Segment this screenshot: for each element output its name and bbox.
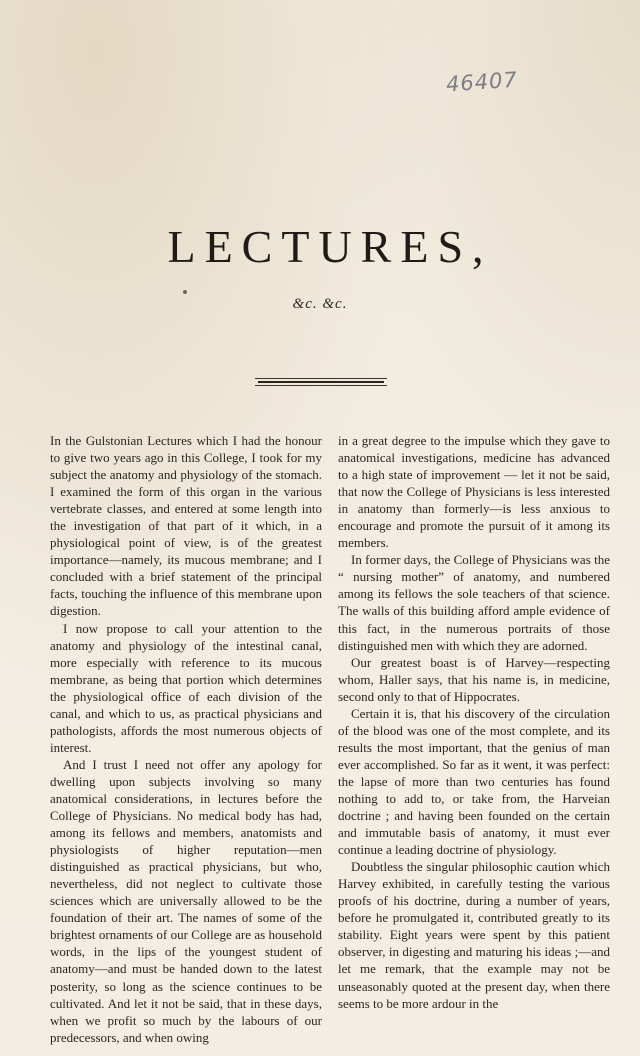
paragraph: Doubtless the singular philosophic caution which Harvey exhibited, in carefully testing the various proofs of his doctrine, during a number of years, before he promulgated it, contributed greatly to its stability. Eight years were spent by this patient observer, in digesting and maturing his ideas ;—and let me remark, that the example may not be unseasonably quoted at the present day, when there seems to be more ardour in the: [338, 859, 610, 1011]
paragraph: Our greatest boast is of Harvey—respecting whom, Haller says, that his name is, in medicine, second only to that of Hippocrates.: [338, 654, 610, 704]
paragraph: In the Gulstonian Lectures which I had the honour to give two years ago in this College, I took for my subject the anatomy and physiology of the stomach. I examined the form of this organ in the various vertebrate classes, and entered at some length into the investigation of that part of it which, in a physiological point of view, is of the greatest importance—namely, its mucous membrane; and I concluded with a brief statement of the principal facts, touching the influence of this membrane upon digestion.: [50, 433, 322, 619]
paragraph: in a great degree to the impulse which they gave to anatomical investigations, medicine has advanced to a high state of improvement — let it not be said, that now the College of Physicians is less interested in anatomy than formerly—is less anxious to encourage and promote the pursuit of it among its members.: [338, 433, 610, 551]
ink-speck: [183, 290, 187, 294]
page-subtitle: &c. &c.: [292, 296, 348, 312]
divider-rule-middle: [258, 381, 384, 383]
paragraph: And I trust I need not offer any apology for dwelling upon subjects involving so many anatomical considerations, in lectures before the College of Physicians. No medical body has had, among its fellows and members, anatomists and physiologists of higher reputation—men distinguished as practical physicians, but who, nevertheless, did not neglect to cultivate those sciences which are universally allowed to be the foundation of their art. The names of some of the brightest ornaments of our College are as household words, in the lips of the youngest student of anatomy—and must be handed down to the latest posterity, so long as the science continues to be cultivated. And let it not be said, that in these days, when we profit so much by the labours of our predecessors, and when owing: [50, 756, 322, 1045]
page-title: LECTURES,: [167, 221, 493, 272]
paragraph: Certain it is, that his discovery of the circulation of the blood was one of the most complete, and its results the most important, that the genius of man ever accomplished. So far as it went, it was perfect: the lapse of more than two centuries has found nothing to add to, or take from, the Harveian doctrine ; and having been founded on the certain and immutable basis of anatomy, it must ever continue a leading doctrine of physiology.: [338, 705, 610, 858]
text-column-right: [338, 432, 610, 1012]
paragraph: In former days, the College of Physicians was the “ nursing mother” of anatomy, and numbered among its fellows the sole teachers of that science. The walls of this building afford ample evidence of this fact, in the numerous portraits of those distinguished men with which they are adorned.: [338, 552, 610, 653]
divider-rule-top: [255, 378, 387, 379]
text-column-left: [50, 432, 322, 1046]
paragraph: I now propose to call your attention to the anatomy and physiology of the intestinal canal, more especially with reference to its mucous membrane, as being that portion which determines the physiological office of each division of the canal, and which to us, as practical physicians and pathologists, affords the most numerous objects of interest.: [50, 620, 322, 755]
handwritten-shelfmark: 46407: [445, 67, 519, 97]
divider-rule-bottom: [255, 385, 387, 386]
